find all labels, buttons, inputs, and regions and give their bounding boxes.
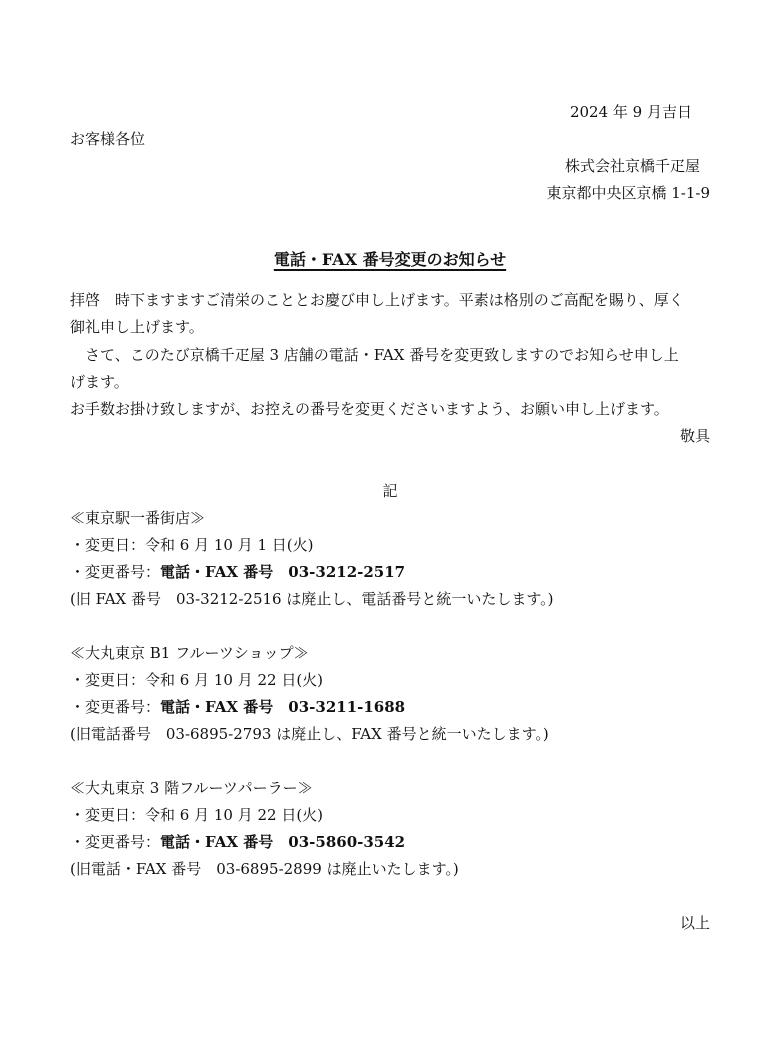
company-address: 東京都中央区京橋 1-1-9 — [546, 184, 710, 202]
new-phone-fax-number: 電話・FAX 番号 03-3211-1688 — [160, 698, 406, 716]
body-paragraph-2-line-1: さて、このたび京橋千疋屋 3 店舗の電話・FAX 番号を変更致しますのでお知らせ申し上 — [85, 346, 679, 364]
number-prefix: ・変更番号： — [70, 833, 161, 851]
body-paragraph-1-line-2: 御礼申し上げます。 — [70, 318, 204, 336]
number-prefix: ・変更番号： — [70, 698, 161, 716]
recipient: お客様各位 — [70, 130, 146, 148]
new-phone-fax-number: 電話・FAX 番号 03-5860-3542 — [160, 833, 406, 851]
store-change-date: ・変更日：令和 6 月 10 月 1 日(火) — [70, 536, 314, 554]
store-new-number — [70, 562, 405, 582]
store-note: (旧電話・FAX 番号 03-6895-2899 は廃止いたします。) — [70, 860, 459, 878]
store-note: (旧 FAX 番号 03-3212-2516 は廃止し、電話番号と統一いたします。) — [70, 590, 554, 608]
closing-keigu: 敬具 — [679, 427, 710, 445]
document-title: 電話・FAX 番号変更のお知らせ — [273, 250, 507, 269]
document-date: 2024 年 9 月吉日 — [569, 103, 692, 121]
store-change-date: ・変更日：令和 6 月 10 月 22 日(火) — [70, 671, 324, 689]
new-phone-fax-number: 電話・FAX 番号 03-3212-2517 — [160, 563, 406, 581]
store-new-number — [70, 697, 405, 717]
store-name: ≪東京駅一番街店≫ — [70, 509, 206, 527]
store-name: ≪大丸東京 3 階フルーツパーラー≫ — [70, 779, 313, 797]
body-paragraph-2-line-2: げます。 — [70, 373, 129, 391]
store-name: ≪大丸東京 B1 フルーツショップ≫ — [70, 644, 309, 662]
store-note: (旧電話番号 03-6895-2793 は廃止し、FAX 番号と統一いたします。) — [70, 725, 549, 743]
closing-ijou: 以上 — [679, 914, 710, 932]
ki-heading: 記 — [382, 482, 398, 500]
company-name: 株式会社京橋千疋屋 — [564, 157, 700, 175]
store-new-number — [70, 832, 405, 852]
body-paragraph-3: お手数お掛け致しますが、お控えの番号を変更くださいますよう、お願い申し上げます。 — [70, 400, 669, 418]
number-prefix: ・変更番号： — [70, 563, 161, 581]
store-change-date: ・変更日：令和 6 月 10 月 22 日(火) — [70, 806, 324, 824]
body-paragraph-1-line-1: 拝啓 時下ますますご清栄のこととお慶び申し上げます。平素は格別のご高配を賜り、厚く — [70, 291, 684, 309]
